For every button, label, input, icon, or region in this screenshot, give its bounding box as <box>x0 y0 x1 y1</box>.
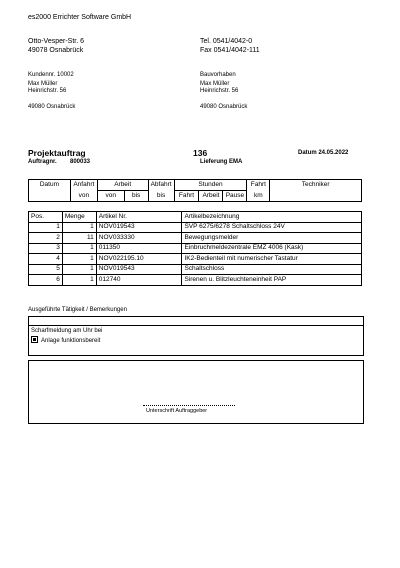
table-row <box>29 233 362 244</box>
col-techniker: Techniker <box>270 180 362 191</box>
customer-city: 49080 Osnabrück <box>28 104 76 110</box>
anlage-checkbox-row[interactable] <box>31 336 100 345</box>
cell-artikel-nr: NOV019543 <box>96 264 182 275</box>
sender-tel: Tel. 0541/4042-0 <box>200 38 253 45</box>
cell-pos: 3 <box>29 243 63 254</box>
items-header-row <box>29 212 362 223</box>
cell-menge: 1 <box>62 275 96 286</box>
col-arbeit: Arbeit <box>97 180 148 191</box>
col-anfahrt: Anfahrt <box>70 180 97 191</box>
sender-street: Otto-Vesper-Str. 6 <box>28 38 85 45</box>
scharfmeldung-line: Scharfmeldung am Uhr bei <box>31 328 103 334</box>
sub-stunden-arbeit: Arbeit <box>199 191 223 202</box>
sub-fahrt-km: km <box>247 191 270 202</box>
order-title: Projektauftrag <box>28 148 86 158</box>
remarks-label: Ausgeführte Tätigkeit / Bemerkungen <box>28 307 127 313</box>
table-row <box>29 275 362 286</box>
project-name: Max Müller <box>200 81 230 87</box>
order-number: 136 <box>193 148 208 158</box>
cell-artikel-nr: 012740 <box>96 275 182 286</box>
checkbox-checked-icon[interactable] <box>31 336 38 343</box>
col-datum: Datum <box>29 180 71 191</box>
cell-menge: 11 <box>62 233 96 244</box>
cell-artikel-nr: 011350 <box>96 243 182 254</box>
table-row <box>29 243 362 254</box>
header-artikel-nr: Artikel Nr. <box>96 212 182 223</box>
cell-pos: 5 <box>29 264 63 275</box>
header-artikelbezeichnung: Artikelbezeichnung <box>182 212 362 223</box>
cell-pos: 6 <box>29 275 63 286</box>
customer-street: Heinrichstr. 56 <box>28 88 67 94</box>
sub-stunden-pause: Pause <box>223 191 247 202</box>
signature-line[interactable] <box>143 405 235 406</box>
table-row <box>29 264 362 275</box>
cell-menge: 1 <box>62 264 96 275</box>
header-menge: Menge <box>62 212 96 223</box>
sub-arbeit-bis: bis <box>124 191 148 202</box>
time-table <box>28 179 362 202</box>
cell-artikel-nr: NOV033330 <box>96 233 182 244</box>
delivery-type: Lieferung EMA <box>200 159 243 165</box>
col-abfahrt: Abfahrt <box>148 180 174 191</box>
cell-bezeichnung: Einbruchmeldezentrale EMZ 4006 (Kask) <box>182 243 362 254</box>
signature-label: Unterschrift Auftraggeber <box>146 408 208 414</box>
cell-pos: 2 <box>29 233 63 244</box>
sub-stunden-fahrt: Fahrt <box>174 191 199 202</box>
table-row <box>29 254 362 265</box>
status-box <box>28 325 364 356</box>
cell-artikel-nr: NOV019543 <box>96 222 182 233</box>
sender-city: 49078 Osnabrück <box>28 47 84 54</box>
project-street: Heinrichstr. 56 <box>200 88 239 94</box>
sub-arbeit-von: von <box>97 191 124 202</box>
cell-bezeichnung: Sirenen u. Blitzleuchteneinheit PAP <box>182 275 362 286</box>
order-date: Datum 24.05.2022 <box>298 150 349 156</box>
project-heading: Bauvorhaben <box>200 72 236 78</box>
cell-pos: 4 <box>29 254 63 265</box>
order-no-label: Auftragnr. <box>28 159 57 165</box>
table-row <box>29 222 362 233</box>
cell-pos: 1 <box>29 222 63 233</box>
customer-number: Kundennr. 10002 <box>28 72 74 78</box>
cell-bezeichnung: Schaltschloss <box>182 264 362 275</box>
order-no: 800033 <box>70 159 91 165</box>
checkbox-label: Anlage funktionsbereit <box>41 338 101 344</box>
cell-menge: 1 <box>62 222 96 233</box>
signature-box <box>28 360 364 424</box>
col-stunden: Stunden <box>174 180 247 191</box>
project-city: 49080 Osnabrück <box>200 104 248 110</box>
customer-name: Max Müller <box>28 81 58 87</box>
cell-bezeichnung: IK2-Bedienteil mit numerischer Tastatur <box>182 254 362 265</box>
sub-anfahrt-von: von <box>70 191 97 202</box>
company-name: es2000 Errichter Software GmbH <box>28 14 132 21</box>
header-pos: Pos. <box>29 212 63 223</box>
cell-bezeichnung: SVP 6275/6278 Schaltschloss 24V <box>182 222 362 233</box>
items-table <box>28 211 362 286</box>
cell-menge: 1 <box>62 243 96 254</box>
cell-menge: 1 <box>62 254 96 265</box>
cell-bezeichnung: Bewegungsmelder <box>182 233 362 244</box>
cell-artikel-nr: NOV022195.10 <box>96 254 182 265</box>
sub-abfahrt-bis: bis <box>148 191 174 202</box>
col-fahrt: Fahrt <box>247 180 270 191</box>
sender-fax: Fax 0541/4042-111 <box>200 47 260 54</box>
